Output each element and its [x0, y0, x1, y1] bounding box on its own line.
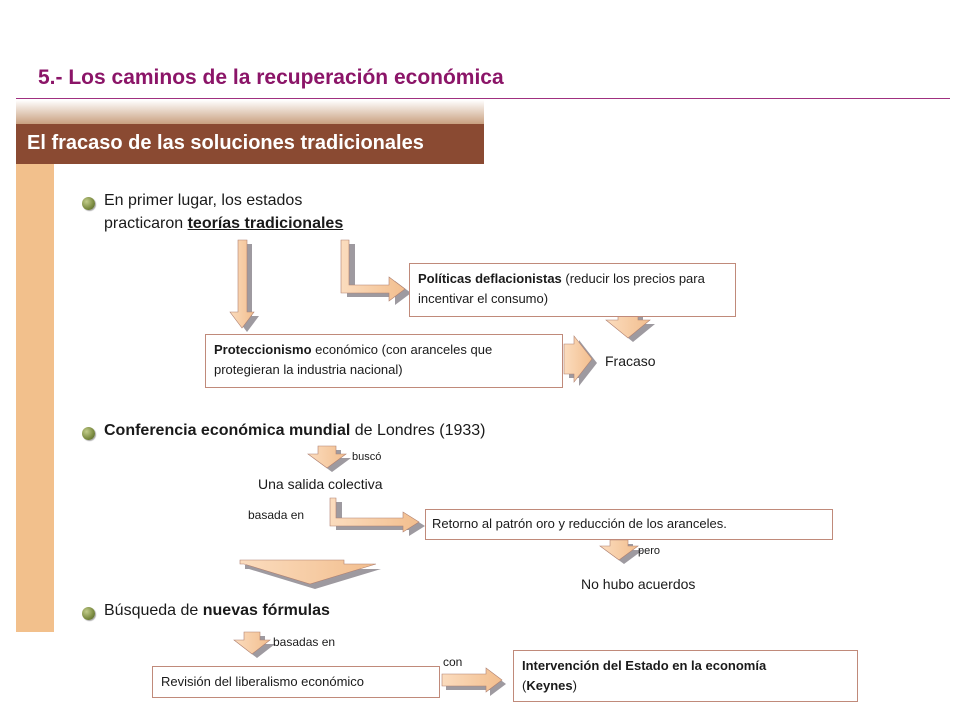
- intervention-keynes: Keynes: [526, 678, 573, 693]
- box-protectionism: [205, 334, 563, 388]
- bullet-line-2-emphasis: teorías tradicionales: [187, 215, 344, 232]
- box-gold-standard-return: Retorno al patrón oro y reducción de los aranceles.: [425, 509, 833, 540]
- box-deflationary-policies: [409, 263, 736, 317]
- new-formulas-bold: nuevas fórmulas: [202, 602, 330, 619]
- right-arrow-failure: [564, 336, 597, 386]
- bullet-icon: [82, 607, 95, 620]
- label-based: basada en: [248, 508, 305, 522]
- box-deflation-text: (reducir los precios para incentivar el consumo): [418, 271, 705, 306]
- bent-arrow-deflation: [341, 240, 411, 305]
- box-protection-bold: Proteccionismo: [214, 342, 312, 357]
- bullet-line-2: [104, 212, 424, 235]
- down-arrow-protection: [230, 240, 259, 332]
- box-protection-text: económico (con aranceles que protegieran la industria nacional): [214, 342, 493, 377]
- label-but: pero: [638, 545, 661, 557]
- conference-bold: Conferencia económica mundial: [104, 422, 351, 439]
- right-arrow-with: [442, 668, 506, 696]
- new-formulas-prefix: Búsqueda de: [104, 602, 203, 619]
- bullet-line-1: En primer lugar, los estados: [104, 192, 303, 209]
- intervention-paren-close: ): [572, 678, 577, 693]
- bullet-traditional-theories: [104, 189, 424, 235]
- label-based-on: basadas en: [273, 635, 336, 649]
- down-arrow-but: [600, 540, 643, 564]
- intervention-line-1: Intervención del Estado en la economía: [522, 658, 767, 673]
- intervention-paren-open: (: [522, 678, 527, 693]
- bullet-icon: [82, 197, 95, 210]
- down-arrow-sought: [308, 446, 351, 472]
- result-failure: Fracaso: [605, 353, 656, 369]
- bullet-new-formulas: [104, 599, 330, 622]
- label-with: con: [443, 655, 463, 669]
- down-arrow-based-on: [234, 632, 275, 658]
- box-deflation-bold: Políticas deflacionistas: [418, 271, 562, 286]
- box-state-intervention: [513, 650, 858, 702]
- page-title: 5.- Los caminos de la recuperación económica: [38, 66, 504, 89]
- collective-outcome: Una salida colectiva: [258, 476, 383, 492]
- box-liberalism-revision: Revisión del liberalismo económico: [152, 666, 440, 698]
- label-sought: buscó: [352, 451, 382, 463]
- bullet-line-2-prefix: practicaron: [104, 215, 188, 232]
- bullet-london-conference: [104, 419, 485, 442]
- bent-arrow-based: [330, 498, 425, 536]
- result-no-agreements: No hubo acuerdos: [581, 576, 696, 592]
- conference-text: de Londres (1933): [350, 422, 486, 439]
- bullet-icon: [82, 427, 95, 440]
- wide-down-arrow: [240, 560, 381, 589]
- section-subtitle: El fracaso de las soluciones tradicionales: [27, 132, 424, 154]
